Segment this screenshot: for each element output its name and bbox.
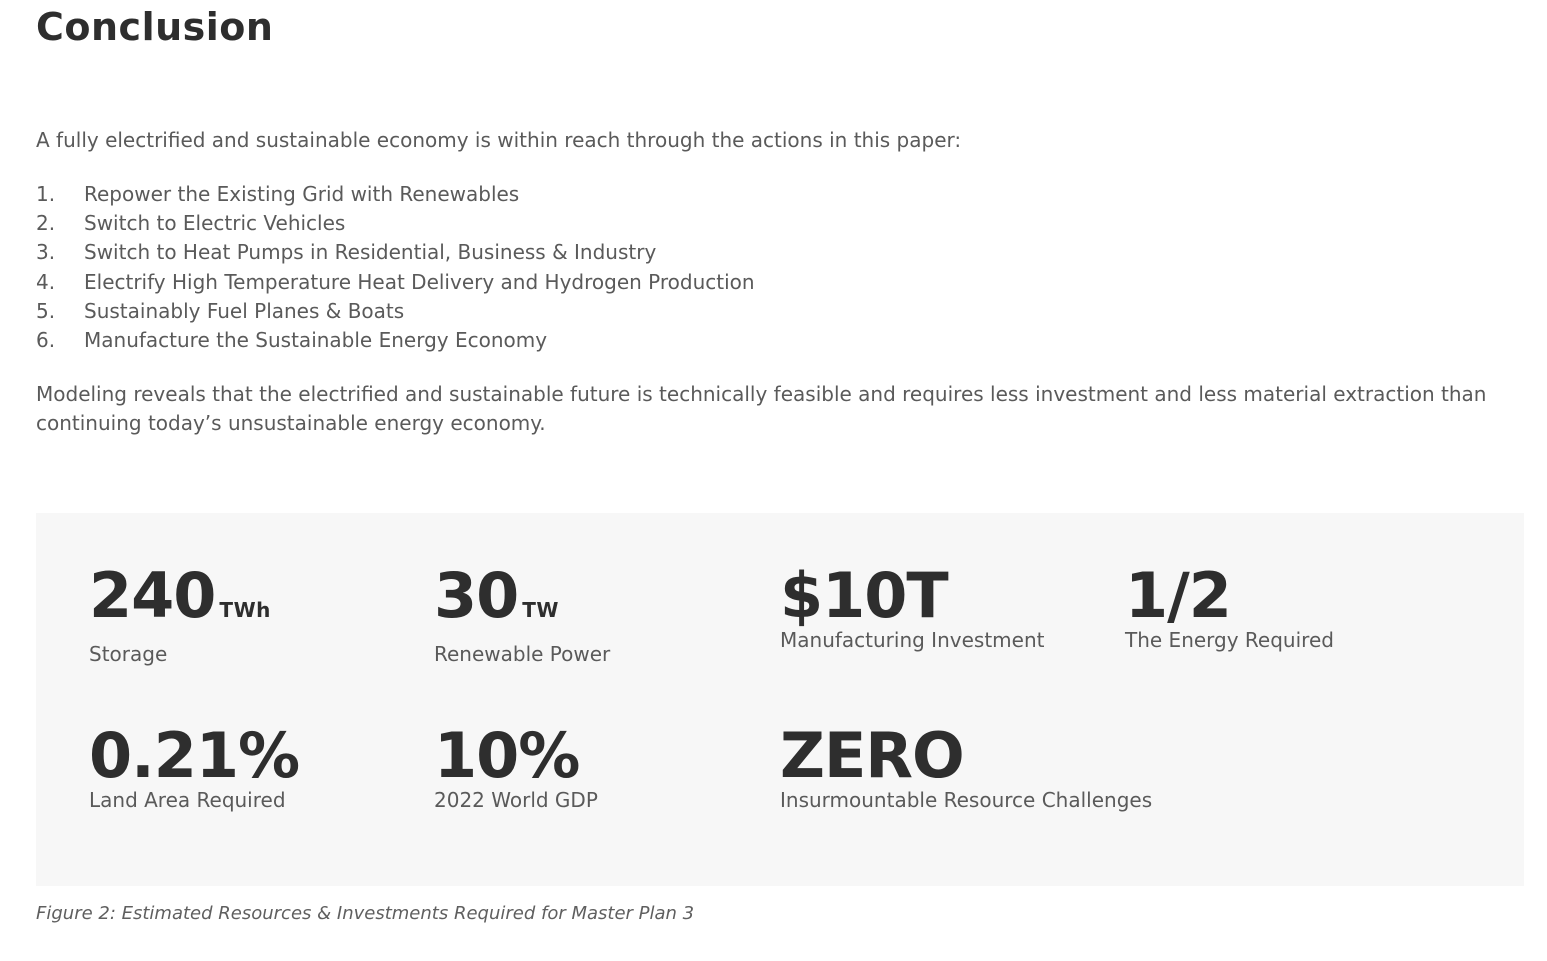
stat-world-gdp bbox=[434, 721, 598, 813]
list-item-text: Sustainably Fuel Planes & Boats bbox=[84, 298, 405, 323]
stat-renewable-power bbox=[434, 561, 610, 667]
list-item-text: Repower the Existing Grid with Renewables bbox=[84, 182, 520, 206]
stat-value: 0.21% bbox=[89, 719, 300, 792]
stat-land-area bbox=[89, 721, 299, 813]
stats-panel bbox=[36, 513, 1524, 886]
list-item-number: 2. bbox=[36, 211, 56, 236]
list-item bbox=[36, 238, 755, 267]
list-item-text: Switch to Electric Vehicles bbox=[84, 211, 346, 236]
stat-value: $10T bbox=[780, 559, 948, 632]
list-item-text: Manufacture the Sustainable Energy Economy bbox=[84, 328, 548, 353]
list-item bbox=[36, 297, 755, 326]
action-list bbox=[36, 180, 755, 355]
stat-manufacturing-investment bbox=[780, 561, 1044, 653]
page-title: Conclusion bbox=[36, 5, 274, 49]
stat-unit: TW bbox=[522, 598, 559, 622]
stat-value bbox=[434, 561, 610, 645]
list-item-number: 4. bbox=[36, 269, 56, 294]
stat-label: Renewable Power bbox=[434, 642, 611, 666]
list-item-text: Electrify High Temperature Heat Delivery and Hydrogen Production bbox=[84, 269, 755, 294]
stat-energy-required bbox=[1125, 561, 1334, 653]
stat-value bbox=[89, 561, 271, 645]
list-item bbox=[36, 326, 755, 355]
stat-label: Storage bbox=[89, 642, 168, 666]
stat-value: 1/2 bbox=[1125, 559, 1231, 632]
list-item bbox=[36, 268, 755, 297]
list-item bbox=[36, 209, 755, 238]
list-item-number: 5. bbox=[36, 298, 56, 323]
stat-number: 240 bbox=[89, 559, 216, 632]
stat-label: Land Area Required bbox=[89, 788, 286, 812]
stat-storage bbox=[89, 561, 271, 667]
list-item-number: 6. bbox=[36, 328, 56, 353]
stat-label: The Energy Required bbox=[1125, 628, 1334, 652]
stat-number: 30 bbox=[434, 559, 519, 632]
modeling-paragraph: Modeling reveals that the electrified and sustainable future is technically feasible and requires less investment and less material extraction than continuing today’s unsustainable energy economy. bbox=[36, 382, 1487, 435]
stat-value: ZERO bbox=[780, 719, 964, 792]
figure-caption: Figure 2: Estimated Resources & Investments Required for Master Plan 3 bbox=[36, 903, 695, 924]
stat-label: Manufacturing Investment bbox=[780, 628, 1045, 652]
stat-unit: TWh bbox=[219, 598, 271, 622]
list-item-number: 1. bbox=[36, 182, 56, 206]
list-item bbox=[36, 180, 755, 209]
stat-label: 2022 World GDP bbox=[434, 788, 598, 812]
list-item-number: 3. bbox=[36, 240, 56, 265]
stat-value: 10% bbox=[434, 719, 580, 792]
stat-label: Insurmountable Resource Challenges bbox=[780, 788, 1153, 812]
intro-paragraph: A fully electrified and sustainable economy is within reach through the actions in this paper: bbox=[36, 128, 962, 152]
stat-resource-challenges bbox=[780, 721, 1152, 813]
list-item-text: Switch to Heat Pumps in Residential, Business & Industry bbox=[84, 240, 657, 265]
